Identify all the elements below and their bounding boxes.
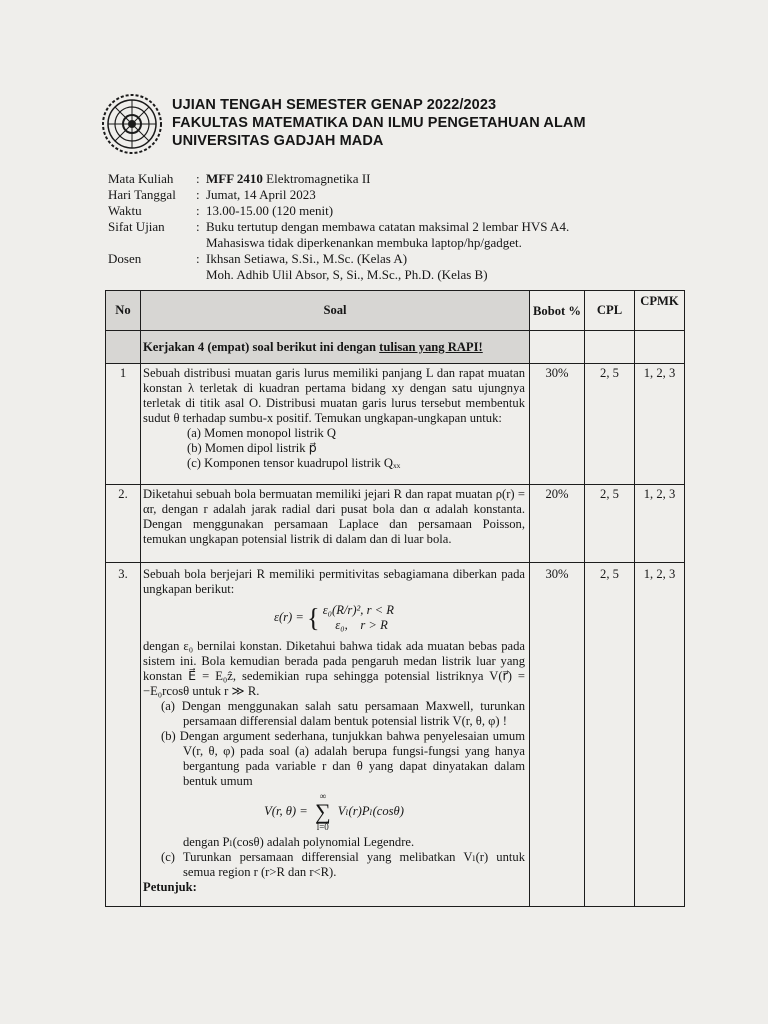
question-3-text-2: dengan ε₀ bernilai konstan. Diketahui bahwa tidak ada muatan bebas pada sistem ini. Bola kemudian berada pada pengaruh medan listrik luar yang konstan E⃗ = E₀ẑ, sedemikian rupa sehingga potensial listriknya V(r⃗) = −E₀rcosθ untuk r ≫ R. bbox=[143, 639, 525, 698]
question-3-part-c: (c) Turunkan persamaan differensial yang melibatkan Vₗ(r) untuk semua region r (r>R dan r<R). bbox=[161, 850, 525, 879]
question-2 bbox=[141, 485, 530, 563]
col-soal-header: Soal bbox=[141, 291, 530, 331]
question-number: 2. bbox=[106, 485, 141, 563]
table-header-row bbox=[106, 291, 685, 331]
question-3-part-b-note: dengan Pₗ(cosθ) adalah polynomial Legendre. bbox=[183, 835, 415, 849]
question-row-2 bbox=[106, 485, 685, 563]
question-1-text: Sebuah distribusi muatan garis lurus memiliki panjang L dan rapat muatan konstan λ terletak di kuadran pertama bidang xy dengan satu ujungnya terletak di titik asal O. Distribusi muatan garis lurus tersebut membentuk sudut θ terhadap sumbu-x positif. Temukan ungkapan-ungkapan untuk: bbox=[143, 366, 525, 425]
time-value: 13.00-15.00 (120 menit) bbox=[206, 203, 334, 218]
question-3-part-b: (b) Dengan argument sederhana, tunjukkan bahwa penyelesaian umum V(r, θ, φ) pada soal (a) adalah berupa fungsi-fungsi yang hanya bergantung pada variable r dan θ yang dapat dinyatakan dalam bentuk umum bbox=[161, 729, 525, 788]
question-3-text: Sebuah bola berjejari R memiliki permitivitas sebagiamana diberkan pada ungkapan berikut: bbox=[143, 567, 525, 596]
faculty-name: FAKULTAS MATEMATIKA DAN ILMU PENGETAHUAN ALAM bbox=[172, 115, 586, 131]
question-2-cpl: 2, 5 bbox=[585, 485, 635, 563]
exam-page: UJIAN TENGAH SEMESTER GENAP 2022/2023 FAKULTAS MATEMATIKA DAN ILMU PENGETAHUAN ALAM UNIVERSITAS GADJAH MADA Mata Kuliah : MFF 2410 Elektromagnetika II Hari Tanggal : Jumat, 14 April 2023 Waktu : 13.00-15.00 (120 menit) Sifat Ujian : Buku tertutup dengan membawa catatan maksimal 2 lembar HVS A4. Mahasiswa tidak diperkenankan membuka laptop/hp/gadget. Dosen : Ikhsan Setiawa, S.Si., M.Sc. (Kelas A) Moh. Adhib Ulil Absor, S, Si., M.Sc., Ph.D. (Kelas B) No Soal Bobot % CPL CPMK Kerjakan 4 (empat) soal berikut ini dengan tulisan yang RAPI! 1 Sebuah distribusi muatan garis lurus memiliki panjang L dan rapat muatan konstan λ terletak di kuadran pertama bidang xy dengan satu ujungnya terletak di titik asal O. Distribusi muatan garis lurus tersebut membentuk sudut θ terhadap sumbu-x positif. Temukan ungkapan-ungkapan untuk: (a) Momen monopol listrik Q (b) Momen dipol listrik p⃗ (c) Komponen tensor kuadrupol listrik Qₓₓ 30% 2, 5 1, 2, 3 2. Diketahui sebuah bola bermuatan memiliki jejari R dan rapat muatan ρ(r) = αr, dengan r adalah jarak radial dari pusat bola dan α adalah konstanta. Dengan menggunakan persamaan Laplace dan persamaan Poisson, temukan ungkapan potensial listrik di dalam dan di luar bola. 20% 2, 5 1, 2, 3 3. Sebuah bola berjejari R memiliki permitivitas sebagiamana diberkan pada ungkapan berikut: ε(r) = { ε₀(R/r)², r < R ε₀, r > R dengan ε₀ bernilai konstan. Diketahui bahwa tidak ada muatan bebas pada sistem ini. Bola kemudian berada pada pengaruh medan listrik luar yang konstan E⃗ = E₀ẑ, sedemikian rupa sehingga potensial listriknya V(r⃗) = −E₀rcosθ untuk r ≫ R. (a) Dengan menggunakan salah satu persamaan Maxwell, turunkan persamaan differensial dalam bentuk potensial listrik V(r, θ, φ) ! (b) Dengan argument sederhana, tunjukkan bahwa penyelesaian umum V(r, θ, φ) pada soal (a) adalah berupa fungsi-fungsi yang hanya bergantung pada variable r dan θ yang dapat dinyatakan dalam bentuk umum V(r, θ) = ∞ ∑ l=0 Vₗ(r)Pₗ(cosθ) dengan Pₗ(cosθ) adalah polynomial Legendre. (c) Turunkan persamaan differensial yang melibatkan Vₗ(r) untuk semua region r (r>R dan r<R). Petunjuk: 30% 2, 5 1, 2, 3 bbox=[0, 0, 768, 1024]
ugm-seal-logo bbox=[101, 93, 163, 155]
hint-label: Petunjuk: bbox=[143, 880, 197, 894]
lecturer-label: Dosen bbox=[108, 251, 142, 266]
question-number: 3. bbox=[106, 563, 141, 907]
question-1-weight: 30% bbox=[530, 364, 585, 485]
question-3-cpmk: 1, 2, 3 bbox=[635, 563, 685, 907]
question-1-cpmk: 1, 2, 3 bbox=[635, 364, 685, 485]
question-1-part-a: (a) Momen monopol listrik Q bbox=[187, 426, 337, 440]
question-2-text: Diketahui sebuah bola bermuatan memiliki jejari R dan rapat muatan ρ(r) = αr, dengan r adalah jarak radial dari pusat bola dan α adalah konstanta. Dengan menggunakan persamaan Laplace dan persamaan Poisson, temukan ungkapan potensial listrik di dalam dan di luar bola. bbox=[143, 487, 525, 546]
col-cpl-header: CPL bbox=[585, 291, 635, 331]
course-label: Mata Kuliah bbox=[108, 171, 174, 186]
university-name: UNIVERSITAS GADJAH MADA bbox=[172, 133, 384, 149]
question-row-3 bbox=[106, 563, 685, 907]
legendre-expansion-equation: V(r, θ) = ∞ ∑ l=0 Vₗ(r)Pₗ(cosθ) bbox=[264, 791, 404, 832]
time-label: Waktu bbox=[108, 203, 142, 218]
col-bobot-header: Bobot % bbox=[530, 291, 585, 331]
permittivity-equation: ε(r) = { ε₀(R/r)², r < R ε₀, r > R bbox=[274, 603, 394, 633]
col-no-header: No bbox=[106, 291, 141, 331]
question-3-part-a: (a) Dengan menggunakan salah satu persamaan Maxwell, turunkan persamaan differensial dalam bentuk potensial listrik V(r, θ, φ) ! bbox=[161, 699, 525, 728]
instruction-text: Kerjakan 4 (empat) soal berikut ini dengan tulisan yang RAPI! bbox=[141, 331, 530, 364]
lecturer-1: Ikhsan Setiawa, S.Si., M.Sc. (Kelas A) bbox=[206, 251, 408, 266]
course-code: MFF 2410 bbox=[206, 171, 263, 186]
exam-type-label: Sifat Ujian bbox=[108, 219, 165, 234]
question-3-cpl: 2, 5 bbox=[585, 563, 635, 907]
question-2-cpmk: 1, 2, 3 bbox=[635, 485, 685, 563]
date-value: Jumat, 14 April 2023 bbox=[206, 187, 316, 202]
question-row-1 bbox=[106, 364, 685, 485]
question-3 bbox=[141, 563, 530, 907]
question-number: 1 bbox=[106, 364, 141, 485]
question-3-weight: 30% bbox=[530, 563, 585, 907]
question-1-part-b: (b) Momen dipol listrik p⃗ bbox=[187, 441, 317, 455]
question-1 bbox=[141, 364, 530, 485]
instruction-row bbox=[106, 331, 685, 364]
question-1-cpl: 2, 5 bbox=[585, 364, 635, 485]
course-name: Elektromagnetika II bbox=[262, 171, 371, 186]
exam-title: UJIAN TENGAH SEMESTER GENAP 2022/2023 bbox=[172, 97, 497, 113]
date-label: Hari Tanggal bbox=[108, 187, 176, 202]
question-1-part-c: (c) Komponen tensor kuadrupol listrik Qₓₓ bbox=[187, 456, 401, 470]
question-2-weight: 20% bbox=[530, 485, 585, 563]
lecturer-2: Moh. Adhib Ulil Absor, S, Si., M.Sc., Ph.D. (Kelas B) bbox=[206, 267, 488, 282]
questions-table bbox=[105, 290, 685, 907]
col-cpmk-header: CPMK bbox=[635, 291, 685, 331]
exam-type-value: Buku tertutup dengan membawa catatan maksimal 2 lembar HVS A4. bbox=[206, 219, 570, 234]
exam-type-value-2: Mahasiswa tidak diperkenankan membuka laptop/hp/gadget. bbox=[206, 235, 522, 250]
